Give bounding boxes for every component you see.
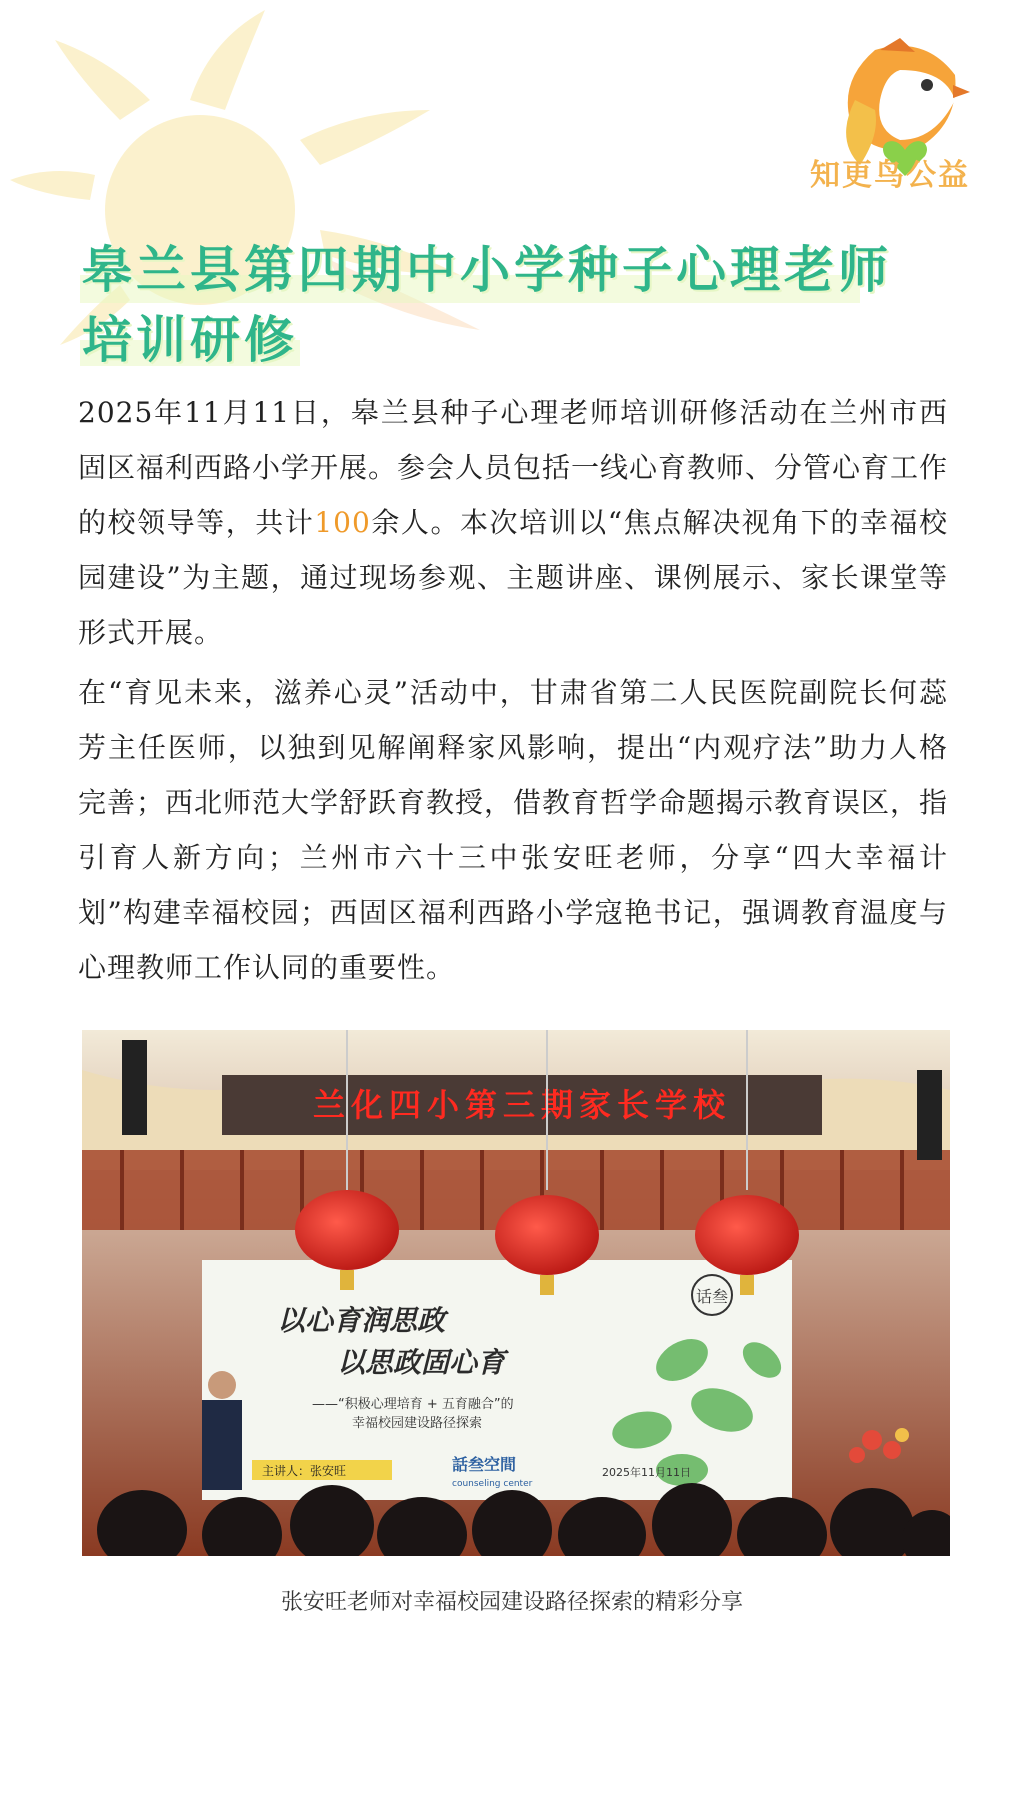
attendee-count: 100 xyxy=(314,506,371,539)
led-banner: 兰化四小第三期家长学校 xyxy=(312,1086,732,1124)
photo-caption: 张安旺老师对幸福校园建设路径探索的精彩分享 xyxy=(280,1590,743,1615)
event-photo xyxy=(82,1030,950,1556)
slide-date: 2025年11月11日 xyxy=(602,1466,691,1479)
article-title xyxy=(82,235,902,375)
presenter-tag: 主讲人：张安旺 xyxy=(262,1464,347,1478)
center-name: 話叁空間 xyxy=(452,1455,517,1474)
paragraph-speakers: 在“育见未来，滋养心灵”活动中，甘肃省第二人民医院副院长何蕊芳主任医师，以独到见解阐释家风影响，提出“内观疗法”助力人格完善；西北师范大学舒跃育教授，借教育哲学命题揭示教育误区，指引育人新方向；兰州市六十三中张安旺老师，分享“四大幸福计划”构建幸福校园；西固区福利西路小学寇艳书记，强调教育温度与心理教师工作认同的重要性。 xyxy=(78,676,949,984)
slide-subtitle-2: 幸福校园建设路径探索 xyxy=(352,1416,483,1431)
intro-text-cont: 余人。本次培训以“焦点解决视角下的幸福校园建设”为主题，通过现场参观、主题讲座、课例展示、家长课堂等形式开展。 xyxy=(78,506,948,649)
slogan-line-2: 以思政固心育 xyxy=(337,1346,506,1379)
center-en: counseling center xyxy=(452,1479,533,1489)
paragraph-intro xyxy=(78,385,948,660)
slogan-line-1: 以心育润思政 xyxy=(277,1304,446,1337)
event-photo-illustration xyxy=(82,1030,950,1556)
title-line-1: 皋兰县第四期中小学种子心理老师 xyxy=(82,241,892,299)
logo-text: 知更鸟公益 xyxy=(810,158,970,193)
slide-stamp: 话叁 xyxy=(695,1287,729,1306)
intro-text: 2025年11月11日，皋兰县种子心理老师培训研修活动在兰州市西固区福利西路小学开展。参会人员包括一线心育教师、分管心育工作的校领导等，共计 xyxy=(78,396,949,539)
title-line-2: 培训研修 xyxy=(82,311,298,369)
slide-subtitle-1: ——“积极心理培育 + 五育融合”的 xyxy=(312,1397,514,1412)
